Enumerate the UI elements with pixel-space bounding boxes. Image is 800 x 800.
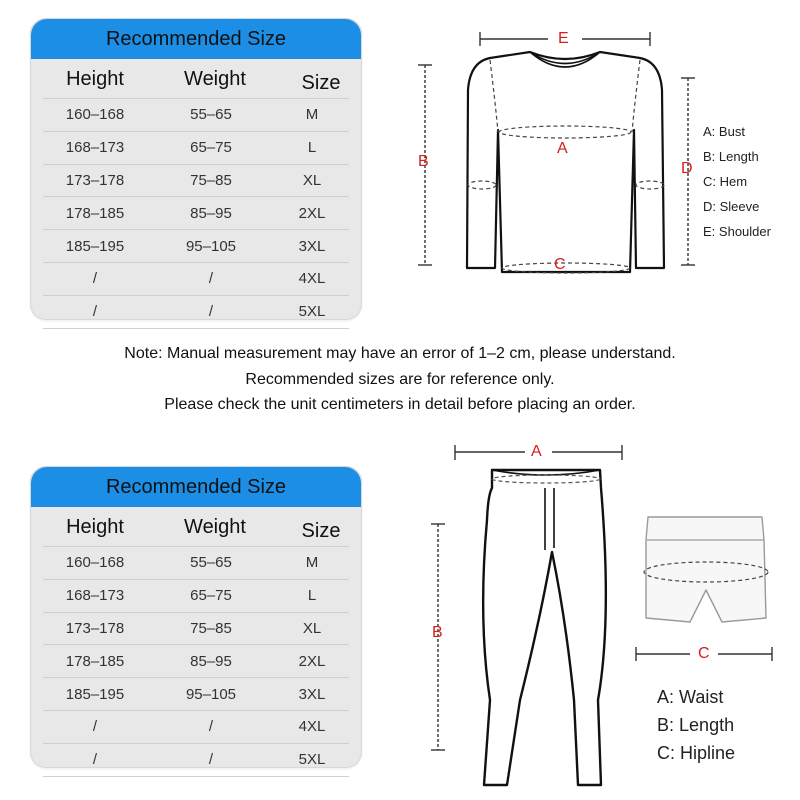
- shirt-legend-e: E: Shoulder: [703, 224, 771, 239]
- weight-cell: 85–95: [190, 204, 232, 222]
- size-cell: 2XL: [298, 204, 326, 222]
- top-table-rows: [43, 98, 349, 329]
- height-cell: 160–168: [65, 554, 125, 572]
- pants-dim-b: B: [432, 624, 443, 641]
- pants-legend-c: C: Hipline: [657, 743, 736, 763]
- weight-cell: 95–105: [185, 237, 237, 255]
- table-row: [43, 677, 349, 710]
- weight-cell: 55–65: [190, 554, 232, 572]
- bottom-col-height: Height: [66, 515, 124, 538]
- shirt-dim-c: C: [554, 256, 566, 273]
- height-cell: /: [92, 303, 98, 321]
- weight-cell: 75–85: [190, 171, 232, 189]
- pants-legend-a: A: Waist: [657, 687, 724, 707]
- size-cell: M: [305, 554, 319, 572]
- table-row: [43, 710, 349, 743]
- shirt-diagram: [400, 20, 700, 290]
- top-col-weight: Weight: [184, 67, 246, 90]
- height-cell: 185–195: [65, 685, 125, 703]
- size-cell: 4XL: [298, 718, 326, 736]
- height-cell: /: [92, 718, 98, 736]
- table-row: [43, 131, 349, 164]
- pants-dim-c: C: [698, 645, 710, 662]
- table-row: [43, 229, 349, 262]
- height-cell: 178–185: [65, 652, 125, 670]
- pants-diagram: [420, 440, 790, 795]
- weight-cell: /: [208, 303, 214, 321]
- bottom-table-rows: [43, 546, 349, 777]
- size-cell: 5XL: [298, 303, 326, 321]
- size-cell: M: [305, 106, 319, 124]
- shirt-legend-a: A: Bust: [703, 124, 745, 139]
- size-cell: 3XL: [298, 237, 326, 255]
- bottom-col-size: Size: [301, 519, 341, 542]
- top-table-title: Recommended Size: [105, 27, 287, 50]
- table-row: [43, 743, 349, 777]
- size-cell: L: [307, 587, 317, 605]
- table-row: [43, 196, 349, 229]
- note-line-1: Note: Manual measurement may have an error of 1–2 cm, please understand.: [124, 345, 676, 362]
- bottom-table-header: [31, 467, 361, 507]
- height-cell: 160–168: [65, 106, 125, 124]
- pants-dim-a: A: [531, 443, 542, 460]
- height-cell: /: [92, 270, 98, 288]
- top-col-size: Size: [301, 71, 341, 94]
- height-cell: 173–178: [65, 171, 125, 189]
- shirt-dim-a: A: [557, 140, 568, 157]
- table-row: [43, 98, 349, 131]
- weight-cell: 95–105: [185, 685, 237, 703]
- weight-cell: /: [208, 751, 214, 769]
- weight-cell: 85–95: [190, 652, 232, 670]
- size-cell: 3XL: [298, 685, 326, 703]
- size-cell: 4XL: [298, 270, 326, 288]
- table-row: [43, 579, 349, 612]
- shirt-dim-e: E: [558, 30, 569, 47]
- table-row: [43, 295, 349, 329]
- shirt-legend-b: B: Length: [703, 149, 759, 164]
- bottom-col-weight: Weight: [184, 515, 246, 538]
- note-line-3: Please check the unit centimeters in detail before placing an order.: [164, 396, 636, 413]
- table-row: [43, 262, 349, 295]
- height-cell: 168–173: [65, 139, 125, 157]
- weight-cell: 65–75: [190, 139, 232, 157]
- top-size-table: [30, 18, 362, 320]
- weight-cell: 65–75: [190, 587, 232, 605]
- table-row: [43, 164, 349, 197]
- size-cell: L: [307, 139, 317, 157]
- top-col-height: Height: [66, 67, 124, 90]
- top-table-header: [31, 19, 361, 59]
- weight-cell: 55–65: [190, 106, 232, 124]
- shirt-legend-c: C: Hem: [703, 174, 748, 189]
- table-row: [43, 546, 349, 579]
- height-cell: 178–185: [65, 204, 125, 222]
- size-cell: 5XL: [298, 751, 326, 769]
- note-line-2: Recommended sizes are for reference only.: [245, 371, 555, 388]
- height-cell: 173–178: [65, 619, 125, 637]
- height-cell: 168–173: [65, 587, 125, 605]
- weight-cell: 75–85: [190, 619, 232, 637]
- size-cell: 2XL: [298, 652, 326, 670]
- pants-legend-b: B: Length: [657, 715, 735, 735]
- shirt-dim-b: B: [418, 153, 429, 170]
- table-row: [43, 612, 349, 645]
- weight-cell: /: [208, 718, 214, 736]
- size-cell: XL: [302, 171, 322, 189]
- size-cell: XL: [302, 619, 322, 637]
- shirt-dim-d: D: [681, 160, 693, 177]
- table-row: [43, 644, 349, 677]
- height-cell: /: [92, 751, 98, 769]
- bottom-table-title: Recommended Size: [105, 475, 287, 498]
- bottom-size-table: [30, 466, 362, 768]
- shirt-legend-d: D: Sleeve: [703, 199, 760, 214]
- weight-cell: /: [208, 270, 214, 288]
- height-cell: 185–195: [65, 237, 125, 255]
